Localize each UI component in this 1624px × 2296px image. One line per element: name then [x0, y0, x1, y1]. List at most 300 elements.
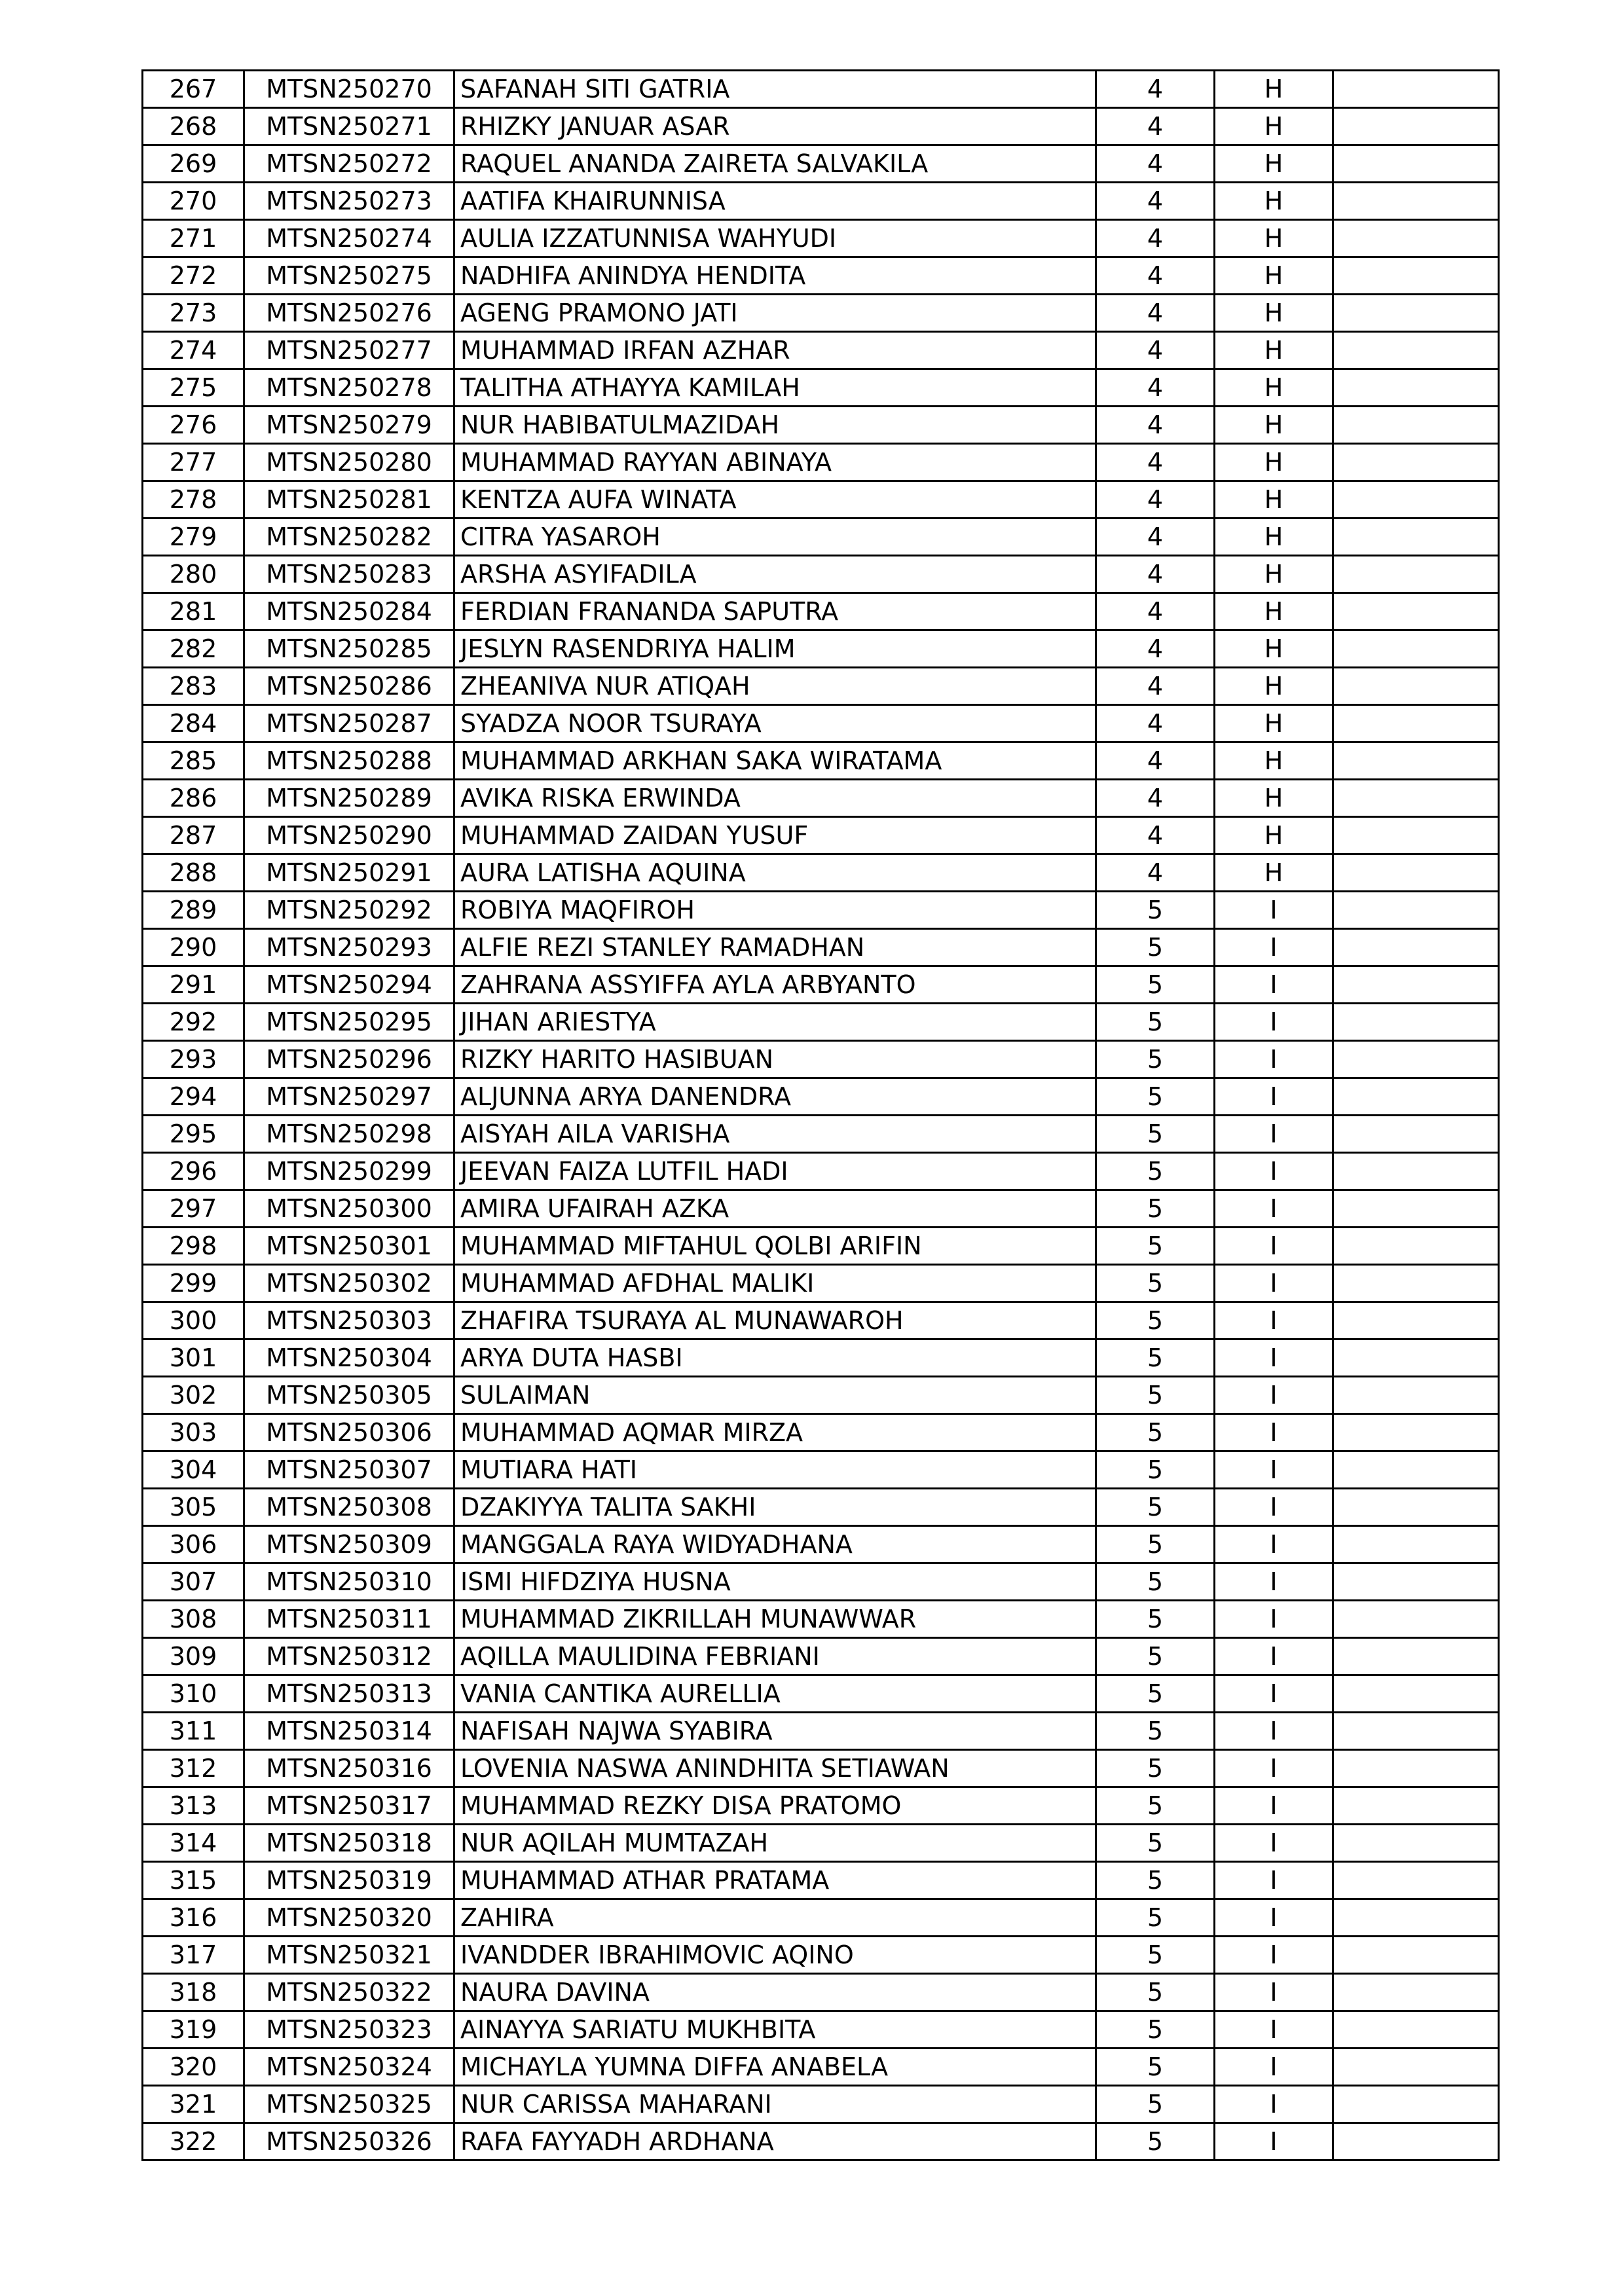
registration-id-cell: MTSN250281: [244, 481, 454, 519]
table-row: [143, 295, 1499, 332]
group-cell: 4: [1096, 444, 1215, 481]
registration-id-cell: MTSN250310: [244, 1563, 454, 1601]
signature-cell: [1333, 332, 1499, 369]
room-cell: I: [1215, 1228, 1333, 1265]
group-cell: 4: [1096, 481, 1215, 519]
registration-id-cell: MTSN250272: [244, 145, 454, 183]
registration-id-cell: MTSN250297: [244, 1078, 454, 1116]
signature-cell: [1333, 1825, 1499, 1862]
group-cell: 5: [1096, 892, 1215, 929]
student-name-cell: NAFISAH NAJWA SYABIRA: [454, 1713, 1096, 1750]
student-name-cell: RIZKY HARITO HASIBUAN: [454, 1041, 1096, 1078]
room-cell: I: [1215, 1153, 1333, 1190]
table-row: [143, 1563, 1499, 1601]
row-number-cell: 287: [143, 817, 244, 854]
room-cell: H: [1215, 742, 1333, 780]
student-name-cell: RHIZKY JANUAR ASAR: [454, 108, 1096, 145]
room-cell: I: [1215, 1041, 1333, 1078]
table-row: [143, 1787, 1499, 1825]
room-cell: I: [1215, 1489, 1333, 1526]
student-table: [141, 69, 1500, 2161]
registration-id-cell: MTSN250271: [244, 108, 454, 145]
student-name-cell: NUR HABIBATULMAZIDAH: [454, 407, 1096, 444]
student-name-cell: SYADZA NOOR TSURAYA: [454, 705, 1096, 742]
room-cell: H: [1215, 369, 1333, 407]
row-number-cell: 286: [143, 780, 244, 817]
room-cell: H: [1215, 71, 1333, 108]
table-row: [143, 220, 1499, 257]
registration-id-cell: MTSN250289: [244, 780, 454, 817]
group-cell: 4: [1096, 257, 1215, 295]
group-cell: 5: [1096, 1899, 1215, 1937]
table-row: [143, 444, 1499, 481]
room-cell: I: [1215, 1675, 1333, 1713]
signature-cell: [1333, 742, 1499, 780]
signature-cell: [1333, 1302, 1499, 1339]
student-name-cell: RAQUEL ANANDA ZAIRETA SALVAKILA: [454, 145, 1096, 183]
student-name-cell: MUHAMMAD ATHAR PRATAMA: [454, 1862, 1096, 1899]
registration-id-cell: MTSN250278: [244, 369, 454, 407]
student-name-cell: AGENG PRAMONO JATI: [454, 295, 1096, 332]
room-cell: I: [1215, 1377, 1333, 1414]
group-cell: 4: [1096, 780, 1215, 817]
signature-cell: [1333, 1041, 1499, 1078]
row-number-cell: 305: [143, 1489, 244, 1526]
row-number-cell: 300: [143, 1302, 244, 1339]
student-name-cell: NUR CARISSA MAHARANI: [454, 2086, 1096, 2123]
row-number-cell: 306: [143, 1526, 244, 1563]
group-cell: 5: [1096, 2086, 1215, 2123]
registration-id-cell: MTSN250290: [244, 817, 454, 854]
registration-id-cell: MTSN250292: [244, 892, 454, 929]
row-number-cell: 292: [143, 1004, 244, 1041]
registration-id-cell: MTSN250293: [244, 929, 454, 966]
row-number-cell: 277: [143, 444, 244, 481]
registration-id-cell: MTSN250277: [244, 332, 454, 369]
registration-id-cell: MTSN250298: [244, 1116, 454, 1153]
signature-cell: [1333, 929, 1499, 966]
row-number-cell: 281: [143, 593, 244, 630]
room-cell: I: [1215, 1190, 1333, 1228]
signature-cell: [1333, 519, 1499, 556]
room-cell: H: [1215, 407, 1333, 444]
registration-id-cell: MTSN250282: [244, 519, 454, 556]
room-cell: I: [1215, 1937, 1333, 1974]
group-cell: 4: [1096, 295, 1215, 332]
group-cell: 5: [1096, 1377, 1215, 1414]
room-cell: I: [1215, 1974, 1333, 2011]
table-row: [143, 593, 1499, 630]
student-name-cell: VANIA CANTIKA AURELLIA: [454, 1675, 1096, 1713]
student-name-cell: AINAYYA SARIATU MUKHBITA: [454, 2011, 1096, 2049]
room-cell: H: [1215, 593, 1333, 630]
room-cell: I: [1215, 1078, 1333, 1116]
signature-cell: [1333, 668, 1499, 705]
row-number-cell: 296: [143, 1153, 244, 1190]
student-name-cell: ALJUNNA ARYA DANENDRA: [454, 1078, 1096, 1116]
registration-id-cell: MTSN250324: [244, 2049, 454, 2086]
student-name-cell: AVIKA RISKA ERWINDA: [454, 780, 1096, 817]
signature-cell: [1333, 1713, 1499, 1750]
signature-cell: [1333, 556, 1499, 593]
row-number-cell: 303: [143, 1414, 244, 1451]
signature-cell: [1333, 1339, 1499, 1377]
signature-cell: [1333, 1153, 1499, 1190]
group-cell: 4: [1096, 519, 1215, 556]
row-number-cell: 271: [143, 220, 244, 257]
student-name-cell: MUHAMMAD IRFAN AZHAR: [454, 332, 1096, 369]
table-row: [143, 1675, 1499, 1713]
group-cell: 5: [1096, 1228, 1215, 1265]
table-row: [143, 1899, 1499, 1937]
registration-id-cell: MTSN250320: [244, 1899, 454, 1937]
registration-id-cell: MTSN250313: [244, 1675, 454, 1713]
table-row: [143, 705, 1499, 742]
registration-id-cell: MTSN250326: [244, 2123, 454, 2160]
row-number-cell: 267: [143, 71, 244, 108]
group-cell: 4: [1096, 407, 1215, 444]
student-name-cell: JESLYN RASENDRIYA HALIM: [454, 630, 1096, 668]
row-number-cell: 282: [143, 630, 244, 668]
student-name-cell: ZAHRANA ASSYIFFA AYLA ARBYANTO: [454, 966, 1096, 1004]
student-name-cell: NADHIFA ANINDYA HENDITA: [454, 257, 1096, 295]
table-row: [143, 1451, 1499, 1489]
table-row: [143, 1339, 1499, 1377]
student-name-cell: KENTZA AUFA WINATA: [454, 481, 1096, 519]
room-cell: I: [1215, 1414, 1333, 1451]
signature-cell: [1333, 780, 1499, 817]
registration-id-cell: MTSN250314: [244, 1713, 454, 1750]
table-row: [143, 1265, 1499, 1302]
student-name-cell: IVANDDER IBRAHIMOVIC AQINO: [454, 1937, 1096, 1974]
student-name-cell: AURA LATISHA AQUINA: [454, 854, 1096, 892]
signature-cell: [1333, 145, 1499, 183]
signature-cell: [1333, 1638, 1499, 1675]
student-name-cell: JIHAN ARIESTYA: [454, 1004, 1096, 1041]
row-number-cell: 299: [143, 1265, 244, 1302]
room-cell: I: [1215, 2123, 1333, 2160]
student-name-cell: MUHAMMAD MIFTAHUL QOLBI ARIFIN: [454, 1228, 1096, 1265]
table-row: [143, 1601, 1499, 1638]
signature-cell: [1333, 1601, 1499, 1638]
group-cell: 4: [1096, 593, 1215, 630]
row-number-cell: 283: [143, 668, 244, 705]
room-cell: H: [1215, 630, 1333, 668]
signature-cell: [1333, 2011, 1499, 2049]
student-name-cell: MUHAMMAD ZAIDAN YUSUF: [454, 817, 1096, 854]
row-number-cell: 318: [143, 1974, 244, 2011]
signature-cell: [1333, 2049, 1499, 2086]
row-number-cell: 321: [143, 2086, 244, 2123]
row-number-cell: 285: [143, 742, 244, 780]
student-name-cell: AMIRA UFAIRAH AZKA: [454, 1190, 1096, 1228]
table-row: [143, 1489, 1499, 1526]
row-number-cell: 316: [143, 1899, 244, 1937]
group-cell: 5: [1096, 1862, 1215, 1899]
row-number-cell: 276: [143, 407, 244, 444]
room-cell: I: [1215, 1526, 1333, 1563]
group-cell: 5: [1096, 2011, 1215, 2049]
group-cell: 5: [1096, 1265, 1215, 1302]
table-row: [143, 407, 1499, 444]
row-number-cell: 317: [143, 1937, 244, 1974]
row-number-cell: 279: [143, 519, 244, 556]
student-name-cell: LOVENIA NASWA ANINDHITA SETIAWAN: [454, 1750, 1096, 1787]
registration-id-cell: MTSN250316: [244, 1750, 454, 1787]
signature-cell: [1333, 220, 1499, 257]
table-row: [143, 1004, 1499, 1041]
room-cell: H: [1215, 220, 1333, 257]
signature-cell: [1333, 1862, 1499, 1899]
student-name-cell: SAFANAH SITI GATRIA: [454, 71, 1096, 108]
row-number-cell: 322: [143, 2123, 244, 2160]
table-row: [143, 257, 1499, 295]
signature-cell: [1333, 183, 1499, 220]
room-cell: I: [1215, 1713, 1333, 1750]
registration-id-cell: MTSN250323: [244, 2011, 454, 2049]
row-number-cell: 272: [143, 257, 244, 295]
room-cell: H: [1215, 780, 1333, 817]
registration-id-cell: MTSN250318: [244, 1825, 454, 1862]
row-number-cell: 313: [143, 1787, 244, 1825]
row-number-cell: 314: [143, 1825, 244, 1862]
student-name-cell: CITRA YASAROH: [454, 519, 1096, 556]
room-cell: I: [1215, 2011, 1333, 2049]
signature-cell: [1333, 1526, 1499, 1563]
signature-cell: [1333, 1190, 1499, 1228]
group-cell: 5: [1096, 1004, 1215, 1041]
student-name-cell: ISMI HIFDZIYA HUSNA: [454, 1563, 1096, 1601]
registration-id-cell: MTSN250307: [244, 1451, 454, 1489]
table-row: [143, 1862, 1499, 1899]
group-cell: 5: [1096, 1190, 1215, 1228]
room-cell: H: [1215, 444, 1333, 481]
group-cell: 5: [1096, 1526, 1215, 1563]
group-cell: 4: [1096, 71, 1215, 108]
student-table-body: [143, 71, 1499, 2160]
signature-cell: [1333, 2086, 1499, 2123]
group-cell: 4: [1096, 668, 1215, 705]
signature-cell: [1333, 71, 1499, 108]
signature-cell: [1333, 854, 1499, 892]
signature-cell: [1333, 2123, 1499, 2160]
table-row: [143, 1414, 1499, 1451]
group-cell: 5: [1096, 1489, 1215, 1526]
registration-id-cell: MTSN250325: [244, 2086, 454, 2123]
row-number-cell: 294: [143, 1078, 244, 1116]
row-number-cell: 268: [143, 108, 244, 145]
table-row: [143, 183, 1499, 220]
room-cell: I: [1215, 1265, 1333, 1302]
signature-cell: [1333, 481, 1499, 519]
row-number-cell: 315: [143, 1862, 244, 1899]
table-row: [143, 1713, 1499, 1750]
group-cell: 4: [1096, 817, 1215, 854]
student-name-cell: ROBIYA MAQFIROH: [454, 892, 1096, 929]
group-cell: 5: [1096, 1078, 1215, 1116]
registration-id-cell: MTSN250276: [244, 295, 454, 332]
group-cell: 4: [1096, 705, 1215, 742]
row-number-cell: 284: [143, 705, 244, 742]
signature-cell: [1333, 593, 1499, 630]
row-number-cell: 302: [143, 1377, 244, 1414]
signature-cell: [1333, 1974, 1499, 2011]
row-number-cell: 289: [143, 892, 244, 929]
group-cell: 5: [1096, 1339, 1215, 1377]
room-cell: H: [1215, 257, 1333, 295]
registration-id-cell: MTSN250303: [244, 1302, 454, 1339]
signature-cell: [1333, 705, 1499, 742]
student-name-cell: AQILLA MAULIDINA FEBRIANI: [454, 1638, 1096, 1675]
signature-cell: [1333, 1899, 1499, 1937]
room-cell: H: [1215, 295, 1333, 332]
room-cell: I: [1215, 1116, 1333, 1153]
table-row: [143, 1302, 1499, 1339]
group-cell: 4: [1096, 108, 1215, 145]
table-row: [143, 1937, 1499, 1974]
registration-id-cell: MTSN250296: [244, 1041, 454, 1078]
table-row: [143, 817, 1499, 854]
group-cell: 5: [1096, 1825, 1215, 1862]
row-number-cell: 298: [143, 1228, 244, 1265]
signature-cell: [1333, 1787, 1499, 1825]
registration-id-cell: MTSN250283: [244, 556, 454, 593]
row-number-cell: 280: [143, 556, 244, 593]
student-name-cell: ZAHIRA: [454, 1899, 1096, 1937]
group-cell: 4: [1096, 369, 1215, 407]
room-cell: H: [1215, 854, 1333, 892]
row-number-cell: 278: [143, 481, 244, 519]
group-cell: 4: [1096, 183, 1215, 220]
student-name-cell: NAURA DAVINA: [454, 1974, 1096, 2011]
student-name-cell: AULIA IZZATUNNISA WAHYUDI: [454, 220, 1096, 257]
signature-cell: [1333, 369, 1499, 407]
room-cell: H: [1215, 519, 1333, 556]
table-row: [143, 2049, 1499, 2086]
row-number-cell: 304: [143, 1451, 244, 1489]
table-row: [143, 1974, 1499, 2011]
room-cell: I: [1215, 1862, 1333, 1899]
registration-id-cell: MTSN250274: [244, 220, 454, 257]
registration-id-cell: MTSN250279: [244, 407, 454, 444]
table-row: [143, 1825, 1499, 1862]
registration-id-cell: MTSN250301: [244, 1228, 454, 1265]
registration-id-cell: MTSN250305: [244, 1377, 454, 1414]
signature-cell: [1333, 295, 1499, 332]
table-row: [143, 2011, 1499, 2049]
student-name-cell: TALITHA ATHAYYA KAMILAH: [454, 369, 1096, 407]
table-row: [143, 1153, 1499, 1190]
room-cell: I: [1215, 1563, 1333, 1601]
table-row: [143, 966, 1499, 1004]
table-row: [143, 1377, 1499, 1414]
table-row: [143, 1638, 1499, 1675]
group-cell: 4: [1096, 220, 1215, 257]
signature-cell: [1333, 892, 1499, 929]
row-number-cell: 301: [143, 1339, 244, 1377]
room-cell: I: [1215, 2049, 1333, 2086]
student-name-cell: MUHAMMAD REZKY DISA PRATOMO: [454, 1787, 1096, 1825]
table-row: [143, 71, 1499, 108]
group-cell: 5: [1096, 1451, 1215, 1489]
registration-id-cell: MTSN250299: [244, 1153, 454, 1190]
room-cell: I: [1215, 2086, 1333, 2123]
row-number-cell: 274: [143, 332, 244, 369]
registration-id-cell: MTSN250322: [244, 1974, 454, 2011]
student-name-cell: SULAIMAN: [454, 1377, 1096, 1414]
row-number-cell: 308: [143, 1601, 244, 1638]
registration-id-cell: MTSN250285: [244, 630, 454, 668]
table-row: [143, 1228, 1499, 1265]
table-row: [143, 369, 1499, 407]
registration-id-cell: MTSN250321: [244, 1937, 454, 1974]
group-cell: 5: [1096, 1675, 1215, 1713]
student-name-cell: AATIFA KHAIRUNNISA: [454, 183, 1096, 220]
student-name-cell: AISYAH AILA VARISHA: [454, 1116, 1096, 1153]
signature-cell: [1333, 1750, 1499, 1787]
room-cell: I: [1215, 892, 1333, 929]
student-name-cell: ARSHA ASYIFADILA: [454, 556, 1096, 593]
table-row: [143, 1116, 1499, 1153]
signature-cell: [1333, 1563, 1499, 1601]
table-row: [143, 145, 1499, 183]
table-row: [143, 892, 1499, 929]
group-cell: 5: [1096, 1116, 1215, 1153]
student-name-cell: MUHAMMAD ZIKRILLAH MUNAWWAR: [454, 1601, 1096, 1638]
table-row: [143, 668, 1499, 705]
room-cell: H: [1215, 481, 1333, 519]
signature-cell: [1333, 1004, 1499, 1041]
table-row: [143, 1078, 1499, 1116]
group-cell: 5: [1096, 1153, 1215, 1190]
row-number-cell: 270: [143, 183, 244, 220]
room-cell: I: [1215, 1825, 1333, 1862]
signature-cell: [1333, 817, 1499, 854]
student-name-cell: ZHEANIVA NUR ATIQAH: [454, 668, 1096, 705]
group-cell: 5: [1096, 1974, 1215, 2011]
room-cell: H: [1215, 108, 1333, 145]
registration-id-cell: MTSN250288: [244, 742, 454, 780]
row-number-cell: 290: [143, 929, 244, 966]
signature-cell: [1333, 966, 1499, 1004]
group-cell: 4: [1096, 332, 1215, 369]
registration-id-cell: MTSN250286: [244, 668, 454, 705]
registration-id-cell: MTSN250294: [244, 966, 454, 1004]
group-cell: 5: [1096, 1787, 1215, 1825]
signature-cell: [1333, 1377, 1499, 1414]
row-number-cell: 273: [143, 295, 244, 332]
registration-id-cell: MTSN250311: [244, 1601, 454, 1638]
student-name-cell: MUHAMMAD ARKHAN SAKA WIRATAMA: [454, 742, 1096, 780]
room-cell: H: [1215, 183, 1333, 220]
group-cell: 5: [1096, 2049, 1215, 2086]
signature-cell: [1333, 1265, 1499, 1302]
room-cell: I: [1215, 1339, 1333, 1377]
student-name-cell: RAFA FAYYADH ARDHANA: [454, 2123, 1096, 2160]
table-row: [143, 1750, 1499, 1787]
row-number-cell: 288: [143, 854, 244, 892]
student-name-cell: MUHAMMAD AQMAR MIRZA: [454, 1414, 1096, 1451]
row-number-cell: 275: [143, 369, 244, 407]
group-cell: 5: [1096, 1601, 1215, 1638]
group-cell: 4: [1096, 742, 1215, 780]
registration-id-cell: MTSN250308: [244, 1489, 454, 1526]
registration-id-cell: MTSN250275: [244, 257, 454, 295]
row-number-cell: 319: [143, 2011, 244, 2049]
room-cell: I: [1215, 1601, 1333, 1638]
registration-id-cell: MTSN250300: [244, 1190, 454, 1228]
room-cell: I: [1215, 1638, 1333, 1675]
